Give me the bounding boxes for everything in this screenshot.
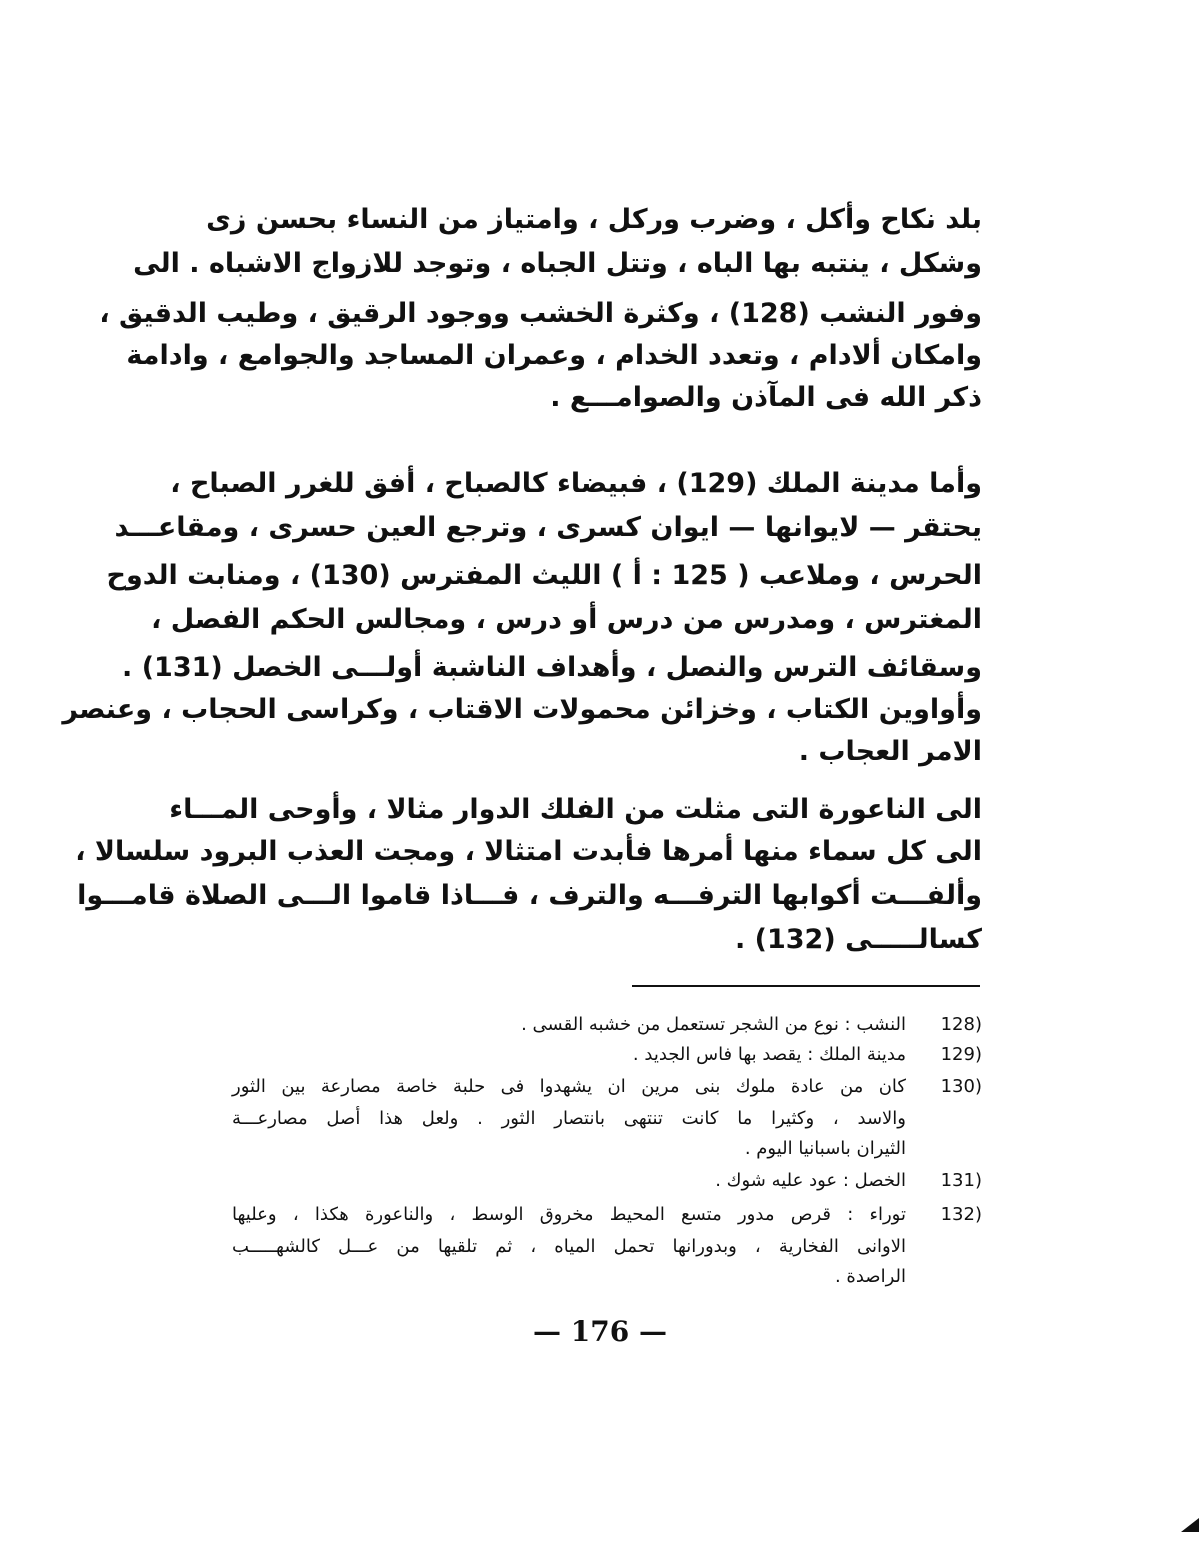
footnote-132	[232, 1200, 982, 1230]
text-line: الامر العجاب .	[798, 736, 982, 767]
footnote-130-line-3	[232, 1134, 982, 1164]
text-line: وسقائف الترس والنصل ، وأهداف الناشبة أولـــى الخصل (131) .	[122, 652, 982, 683]
paragraph-2	[62, 462, 982, 782]
footnote-text: مدينة الملك : يقصد بها فاس الجديد .	[632, 1044, 906, 1065]
footnote-text: الراصدة .	[834, 1266, 906, 1287]
text-line: ذكر الله فى المآذن والصوامـــع .	[550, 382, 982, 413]
text-line: الى كل سماء منها أمرها فأبدت امتثالا ، ومجت العذب البرود سلسالا ،	[75, 836, 982, 867]
text-line: المغترس ، ومدرس من درس أو درس ، ومجالس الحكم الفصل ،	[151, 604, 982, 635]
text-line: وامكان ألادام ، وتعدد الخدام ، وعمران المساجد والجوامع ، وادامة	[126, 340, 982, 371]
footnote-text: النشب : نوع من الشجر تستعمل من خشبه القسى .	[521, 1014, 906, 1035]
scan-edge-mark	[1181, 1518, 1199, 1532]
page-number: — 176 —	[533, 1315, 667, 1348]
footnote-129	[232, 1040, 982, 1070]
paragraph-3	[75, 788, 982, 978]
footnote-text: توراء : قرص مدور متسع المحيط مخروق الوسط ، والناعورة هكذا ، وعليها	[232, 1204, 906, 1225]
footnote-number: 131)	[940, 1170, 982, 1191]
footnote-text: الثيران باسبانيا اليوم .	[744, 1138, 906, 1159]
footnote-132-line-2	[232, 1232, 982, 1262]
footnote-number: 132)	[940, 1204, 982, 1225]
footnote-text: والاسد ، وكثيرا ما كانت تنتهى بانتصار الثور . ولعل هذا أصل مصارعـــة	[232, 1108, 906, 1129]
footnote-number: 129)	[940, 1044, 982, 1065]
footnote-number: 128)	[940, 1014, 982, 1035]
text-line: الى الناعورة التى مثلت من الفلك الدوار مثالا ، وأوحى المـــاء	[169, 794, 982, 825]
footnote-130-line-2	[232, 1104, 982, 1134]
text-line: وأواوين الكتاب ، وخزائن محمولات الاقتاب ، وكراسى الحجاب ، وعنصر	[62, 694, 982, 725]
footnote-text: الخصل : عود عليه شوك .	[715, 1170, 906, 1191]
footnote-text: الاوانى الفخارية ، وبدورانها تحمل المياه ، ثم تلقيها من عـــل كالشهـــــب	[232, 1236, 906, 1257]
text-line: وشكل ، ينتبه بها الباه ، وتتل الجباه ، وتوجد للازواج الاشباه . الى	[133, 248, 982, 279]
footnote-132-line-3	[232, 1262, 982, 1292]
text-line: وألفـــت أكوابها الترفـــه والترف ، فـــاذا قاموا الـــى الصلاة قامـــوا	[77, 880, 982, 911]
footnotes	[232, 1010, 982, 1300]
text-line: يحتقر — لايوانها — ايوان كسرى ، وترجع العين حسرى ، ومقاعـــد	[114, 512, 982, 543]
paragraph-1	[99, 198, 982, 438]
footnote-131	[232, 1166, 982, 1196]
text-line: بلد نكاح وأكل ، وضرب وركل ، وامتياز من النساء بحسن زى	[206, 204, 982, 235]
footnote-130	[232, 1072, 982, 1102]
text-line: الحرس ، وملاعب ( 125 : أ ) الليث المفترس (130) ، ومنابت الدوح	[106, 560, 982, 591]
footnote-number: 130)	[940, 1076, 982, 1097]
text-line: وفور النشب (128) ، وكثرة الخشب ووجود الرقيق ، وطيب الدقيق ،	[99, 298, 982, 329]
footnote-128	[232, 1010, 982, 1040]
text-line: وأما مدينة الملك (129) ، فبيضاء كالصباح ، أفق للغرر الصباح ،	[170, 468, 982, 499]
footnote-text: كان من عادة ملوك بنى مرين ان يشهدوا فى حلبة خاصة مصارعة بين الثور	[232, 1076, 906, 1097]
text-line: كسالـــــى (132) .	[734, 924, 982, 955]
footnote-separator	[632, 985, 980, 987]
